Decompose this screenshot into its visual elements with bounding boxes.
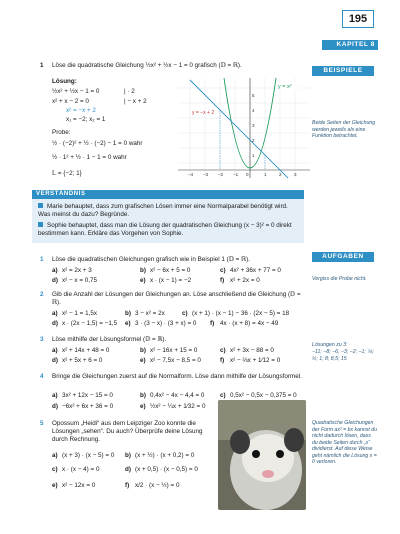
side-note-graph: Beide Seiten der Gleichung werden jeweils als eine Funktion betrachtet. — [312, 120, 376, 139]
label-1f: f) — [220, 277, 225, 284]
verstaendnis-title: VERSTÄNDNIS — [32, 190, 304, 199]
verstaendnis-item-2 — [38, 222, 300, 238]
label-3c: c) — [220, 347, 226, 354]
task-1-text: Löse die quadratischen Gleichungen grafisch wie in Beispiel 1 (𝔻 = ℝ). — [52, 256, 250, 263]
page-number: 195 — [342, 10, 374, 28]
step-4: x₁ = −2; x₂ = 1 — [66, 116, 106, 123]
eq-3a: x² + 14x + 48 = 0 — [62, 347, 110, 354]
task-5-side-note: Quadratische Gleichungen der Form ax² = bx kannst du nicht dadurch lösen, dass du beide Seiten durch „x“ dividierst. Auf diese Weise geht nämlich die Lösung x = 0 verloren. — [312, 420, 378, 465]
eq-1d: x² − x = 0,75 — [62, 277, 98, 284]
eq-3b: x² − 16x + 15 = 0 — [150, 347, 198, 354]
line-label: y = −x + 2 — [192, 110, 215, 116]
example-prompt: Löse die quadratische Gleichung ½x² + ½x − 1 = 0 grafisch (𝔻 = ℝ). — [52, 62, 242, 69]
label-5f: f) — [125, 482, 130, 489]
task-3-text: Löse mithilfe der Lösungsformel (𝔻 = ℝ). — [52, 336, 167, 343]
function-graph — [178, 78, 310, 178]
solution-set: 𝕃 = {−2; 1} — [52, 170, 82, 177]
bullet-icon — [38, 203, 43, 208]
eq-5d: (x + 0,5) · (x − 0,5) = 0 — [135, 466, 198, 473]
y-tick: 5 — [252, 93, 255, 98]
label-3d: d) — [52, 357, 58, 364]
eq-4a: 3x² + 12x − 15 = 0 — [62, 392, 113, 399]
eq-4e: ½x² − ¼x + 1⁄32 = 0 — [150, 403, 206, 410]
eq-5a: (x + 3) · (x − 5) = 0 — [62, 452, 115, 459]
label-1a: a) — [52, 267, 58, 274]
example-number: 1 — [40, 62, 44, 69]
parabola-label: y = x² — [278, 84, 292, 90]
eq-2b: 3 − x² = 2x — [135, 310, 165, 317]
x-tick: −4 — [188, 172, 194, 177]
x-tick: 3 — [294, 172, 297, 177]
eq-5b: (x + ½) · (x + 0,2) = 0 — [135, 452, 195, 459]
label-5d: d) — [125, 466, 131, 473]
task-2-text: Gib die Anzahl der Lösungen der Gleichungen an. Löse anschließend die Gleichung (𝔻 = ℝ). — [52, 291, 301, 306]
x-tick: 0 — [246, 172, 249, 177]
task-3-side-title: Lösungen zu 3: — [312, 342, 348, 348]
eq-3c: x² + 3x − 88 = 0 — [230, 347, 274, 354]
label-2f: f) — [210, 320, 215, 327]
y-tick: 2 — [252, 138, 255, 143]
eq-1e: x · (x − 1) = −2 — [150, 277, 192, 284]
eq-2d: x · (2x − 1,5) = −1,5 — [62, 320, 118, 327]
label-2b: b) — [125, 310, 131, 317]
y-tick: 3 — [252, 123, 255, 128]
label-3a: a) — [52, 347, 58, 354]
task-4-text: Bringe die Gleichungen zuerst auf die Normalform. Löse dann mithilfe der Lösungsformel. — [52, 373, 302, 380]
eq-2f: 4x · (x + 8) = 4x − 49 — [220, 320, 279, 327]
label-5b: b) — [125, 452, 131, 459]
label-3b: b) — [140, 347, 146, 354]
label-4c: c) — [220, 392, 226, 399]
step-2: x² + x − 2 = 0 — [52, 98, 89, 105]
y-tick: 4 — [252, 108, 255, 113]
chapter-label: KAPITEL 8 — [322, 40, 378, 50]
eq-5f: x/2 · (x − ½) = 0 — [135, 482, 180, 489]
label-3e: e) — [140, 357, 146, 364]
eq-4b: 0,4x² − 4x − 4,4 = 0 — [150, 392, 205, 399]
label-5e: e) — [52, 482, 58, 489]
y-tick: 1 — [252, 153, 255, 158]
eq-1a: x² = 2x + 3 — [62, 267, 92, 274]
x-tick: −1 — [233, 172, 239, 177]
section-label-beispiele: BEISPIELE — [312, 66, 374, 76]
label-2c: c) — [182, 310, 188, 317]
label-4b: b) — [140, 392, 146, 399]
label-2d: d) — [52, 320, 58, 327]
eq-5c: x · (x − 4) = 0 — [62, 466, 100, 473]
task-1-number: 1 — [40, 256, 44, 263]
x-tick: −3 — [203, 172, 209, 177]
section-label-aufgaben: AUFGABEN — [312, 252, 374, 262]
eq-5e: x² − 12x = 0 — [62, 482, 96, 489]
eq-2e: 3 · (3 − x) · (3 + x) = 0 — [135, 320, 197, 327]
step-3: x² = −x + 2 — [66, 107, 96, 114]
eq-3d: x² + 5x + 6 = 0 — [62, 357, 103, 364]
label-4d: d) — [52, 403, 58, 410]
opossum-photo — [218, 400, 306, 510]
step-2-op: | − x + 2 — [124, 98, 147, 105]
eq-2a: x² − 1 = 1,5x — [62, 310, 98, 317]
task-5-number: 5 — [40, 420, 44, 427]
task-1-side-note: Vergiss die Probe nicht. — [312, 276, 367, 282]
task-3-side-values: −11; −8; −6; −3; −2; −1; ⅙; ½; 1; 8; 8,5; 15 — [312, 349, 374, 362]
x-tick: 2 — [279, 172, 282, 177]
eq-1f: x² + 2x = 0 — [230, 277, 260, 284]
verstaendnis-text-1: Marie behauptet, dass zum grafischen Lösen immer eine Normalparabel benötigt wird. Was meinst du dazu? Begründe. — [38, 203, 288, 218]
loesung-label: Lösung: — [52, 78, 77, 85]
task-5-text: Opossum „Heidi“ aus dem Leipziger Zoo konnte die Lösungen „sehen“. Du auch? Überprüfe deine Lösung durch Rechnung. — [52, 420, 203, 443]
eq-4c: 0,5x² − 0,5x − 0,375 = 0 — [230, 392, 297, 399]
label-1d: d) — [52, 277, 58, 284]
step-1-op: | · 2 — [124, 88, 135, 95]
x-tick: −2 — [218, 172, 224, 177]
label-4e: e) — [140, 403, 146, 410]
verstaendnis-item-1 — [38, 203, 300, 219]
label-2e: e) — [125, 320, 131, 327]
label-5c: c) — [52, 466, 58, 473]
bullet-icon — [38, 222, 43, 227]
x-tick: 1 — [264, 172, 267, 177]
label-3f: f) — [220, 357, 225, 364]
verstaendnis-text-2: Sophie behauptet, dass man die Lösung der quadratischen Gleichung (x − 3)² = 0 direkt bestimmen kann. Erkläre das Vorgehen von Sophie. — [38, 222, 292, 237]
probe-label: Probe: — [52, 129, 71, 136]
eq-1b: x² − 6x + 5 = 0 — [150, 267, 191, 274]
step-1: ½x² + ½x − 1 = 0 — [52, 88, 100, 95]
eq-3e: x² − 7,5x − 8,5 = 0 — [150, 357, 201, 364]
label-1e: e) — [140, 277, 146, 284]
eq-3f: x² − ⅔x + 1⁄12 = 0 — [230, 357, 281, 364]
probe-line-1: ½ · (−2)² + ½ · (−2) − 1 = 0 wahr — [52, 140, 143, 147]
eq-4d: −6x² + 6x + 36 = 0 — [62, 403, 114, 410]
eq-1c: 4x² + 36x + 77 = 0 — [230, 267, 281, 274]
label-1b: b) — [140, 267, 146, 274]
label-5a: a) — [52, 452, 58, 459]
eq-2c: (x + 1) · (x − 1) − 36 · (2x − 5) = 18 — [192, 310, 290, 317]
probe-line-2: ½ · 1² + ½ · 1 − 1 = 0 wahr — [52, 154, 127, 161]
label-1c: c) — [220, 267, 226, 274]
task-2-number: 2 — [40, 291, 44, 298]
task-4-number: 4 — [40, 373, 44, 380]
label-4a: a) — [52, 392, 58, 399]
label-2a: a) — [52, 310, 58, 317]
task-3-number: 3 — [40, 336, 44, 343]
